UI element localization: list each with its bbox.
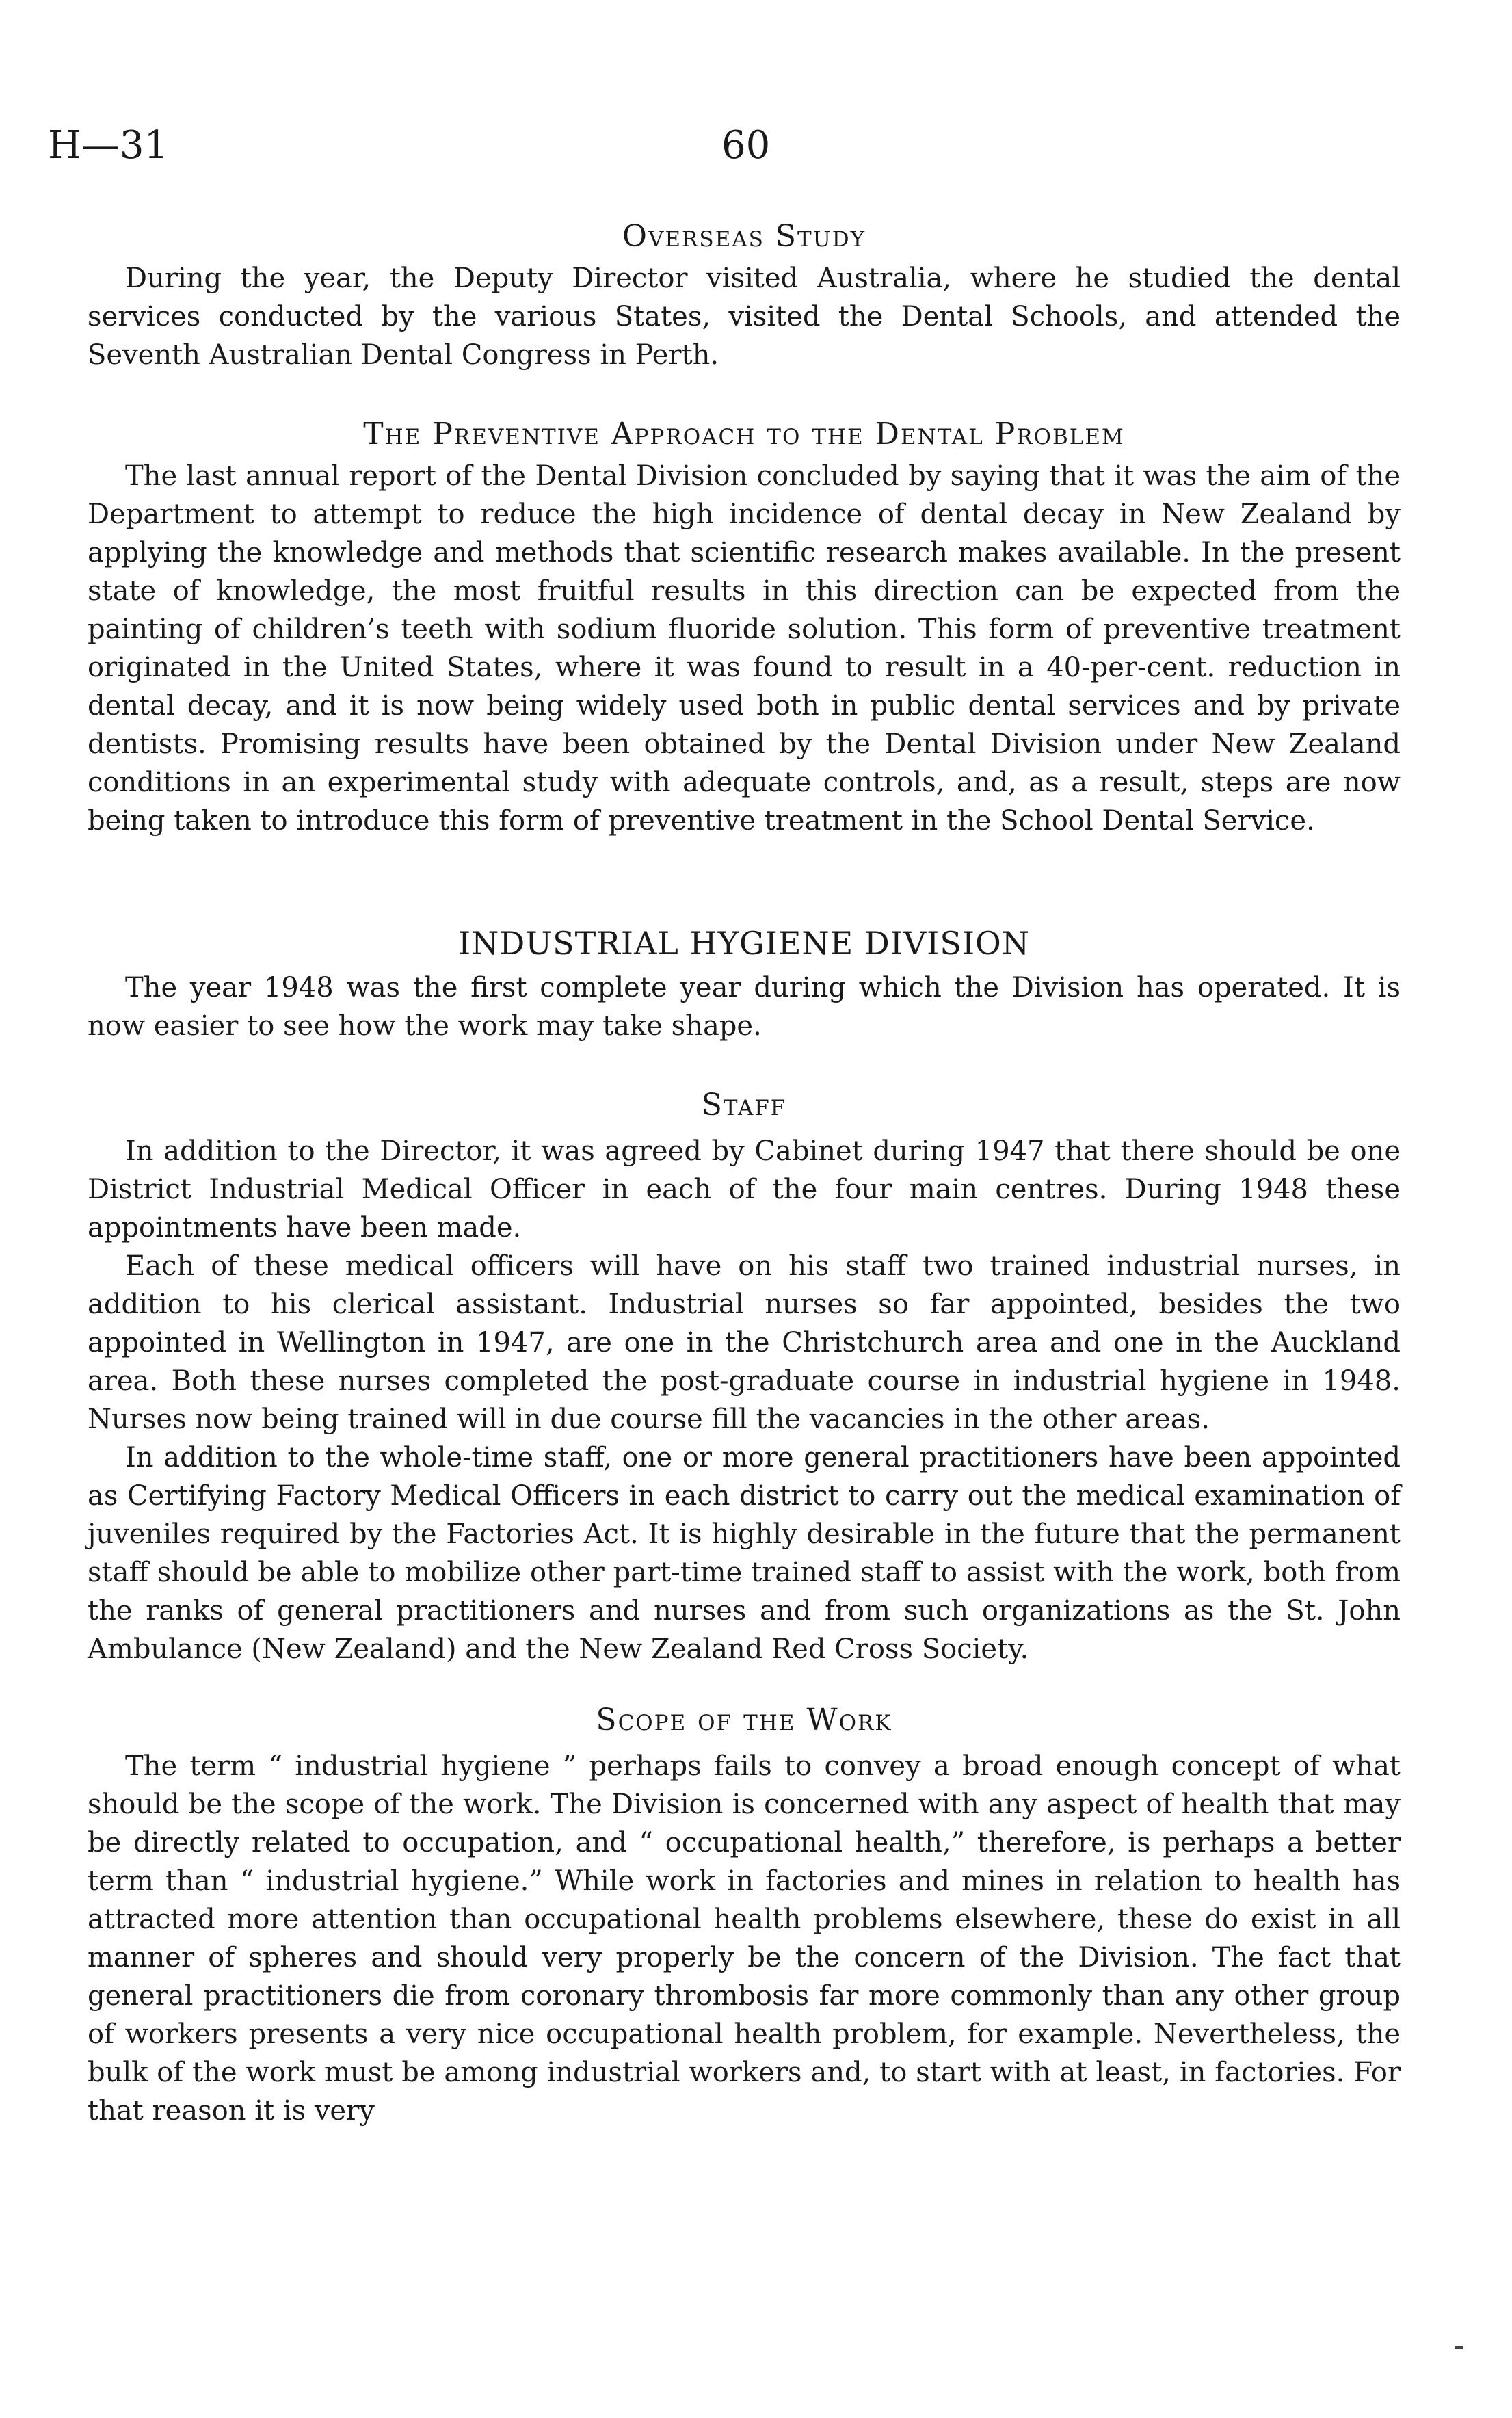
section-scope-of-the-work — [88, 1703, 1401, 2130]
section-heading: Scope of the Work — [596, 1703, 892, 1737]
section-industrial-hygiene-division — [88, 925, 1401, 1045]
page-number: 60 — [721, 123, 771, 168]
paragraph: The last annual report of the Dental Division concluded by saying that it was the aim of the Department to attempt to reduce the high incidence of dental decay in New Zealand by applying the knowledge and methods that scientific research makes available. In the present state of knowledge, the most fruitful results in this direction can be expected from the painting of children’s teeth with sodium fluoride solution. This form of preventive treatment originated in the United States, where it was found to result in a 40-per-cent. reduction in dental decay, and it is now being widely used both in public dental services and by private dentists. Promising results have been obtained by the Dental Division under New Zealand conditions in an experimental study with adequate controls, and, as a result, steps are now being taken to introduce this form of preventive treatment in the School Dental Service. — [88, 460, 1401, 837]
paragraph: In addition to the Director, it was agreed by Cabinet during 1947 that there should be one District Industrial Medical Officer in each of the four main centres. During 1948 these appointments have been made. — [88, 1135, 1401, 1244]
paragraph: The term “ industrial hygiene ” perhaps fails to convey a broad enough concept of what should be the scope of the work. The Division is concerned with any aspect of health that may be directly related to occupation, and “ occupational health,” therefore, is perhaps a better term than “ industrial hygiene.” While work in factories and mines in relation to health has attracted more attention than occupational health problems elsewhere, these do exist in all manner of spheres and should very properly be the concern of the Division. The fact that general practitioners die from coronary thrombosis far more commonly than any other group of workers presents a very nice occupational health problem, for example. Nevertheless, the bulk of the work must be among industrial workers and, to start with at least, in factories. For that reason it is very — [88, 1750, 1401, 2127]
paragraph: During the year, the Deputy Director visited Australia, where he studied the dental services conducted by the various States, visited the Dental Schools, and attended the Seventh Australian Dental Congress in Perth. — [88, 263, 1401, 371]
section-heading: Staff — [701, 1088, 787, 1122]
section-preventive-approach — [88, 417, 1401, 840]
section-heading: Overseas Study — [622, 219, 866, 254]
paragraph: The year 1948 was the first complete year during which the Division has operated. It is now easier to see how the work may take shape. — [88, 972, 1401, 1042]
page-header — [48, 123, 1416, 178]
section-staff — [88, 1088, 1401, 1668]
document-reference: H—31 — [48, 123, 169, 168]
margin-mark — [1455, 2346, 1463, 2349]
section-heading: The Preventive Approach to the Dental Problem — [363, 417, 1125, 451]
page-body — [88, 219, 1401, 2130]
division-heading: INDUSTRIAL HYGIENE DIVISION — [458, 925, 1030, 962]
section-overseas-study — [88, 219, 1401, 374]
paragraph: In addition to the whole-time staff, one or more general practitioners have been appointed as Certifying Factory Medical Officers in each district to carry out the medical examination of juveniles required by the Factories Act. It is highly desirable in the future that the permanent staff should be able to mobilize other part-time trained staff to assist with the work, both from the ranks of general practitioners and nurses and from such organizations as the St. John Ambulance (New Zealand) and the New Zealand Red Cross Society. — [88, 1442, 1401, 1665]
paragraph: Each of these medical officers will have on his staff two trained industrial nurses, in addition to his clerical assistant. Industrial nurses so far appointed, besides the two appointed in Wellington in 1947, are one in the Christchurch area and one in the Auckland area. Both these nurses completed the post-graduate course in industrial hygiene in 1948. Nurses now being trained will in due course fill the vacancies in the other areas. — [88, 1250, 1401, 1435]
